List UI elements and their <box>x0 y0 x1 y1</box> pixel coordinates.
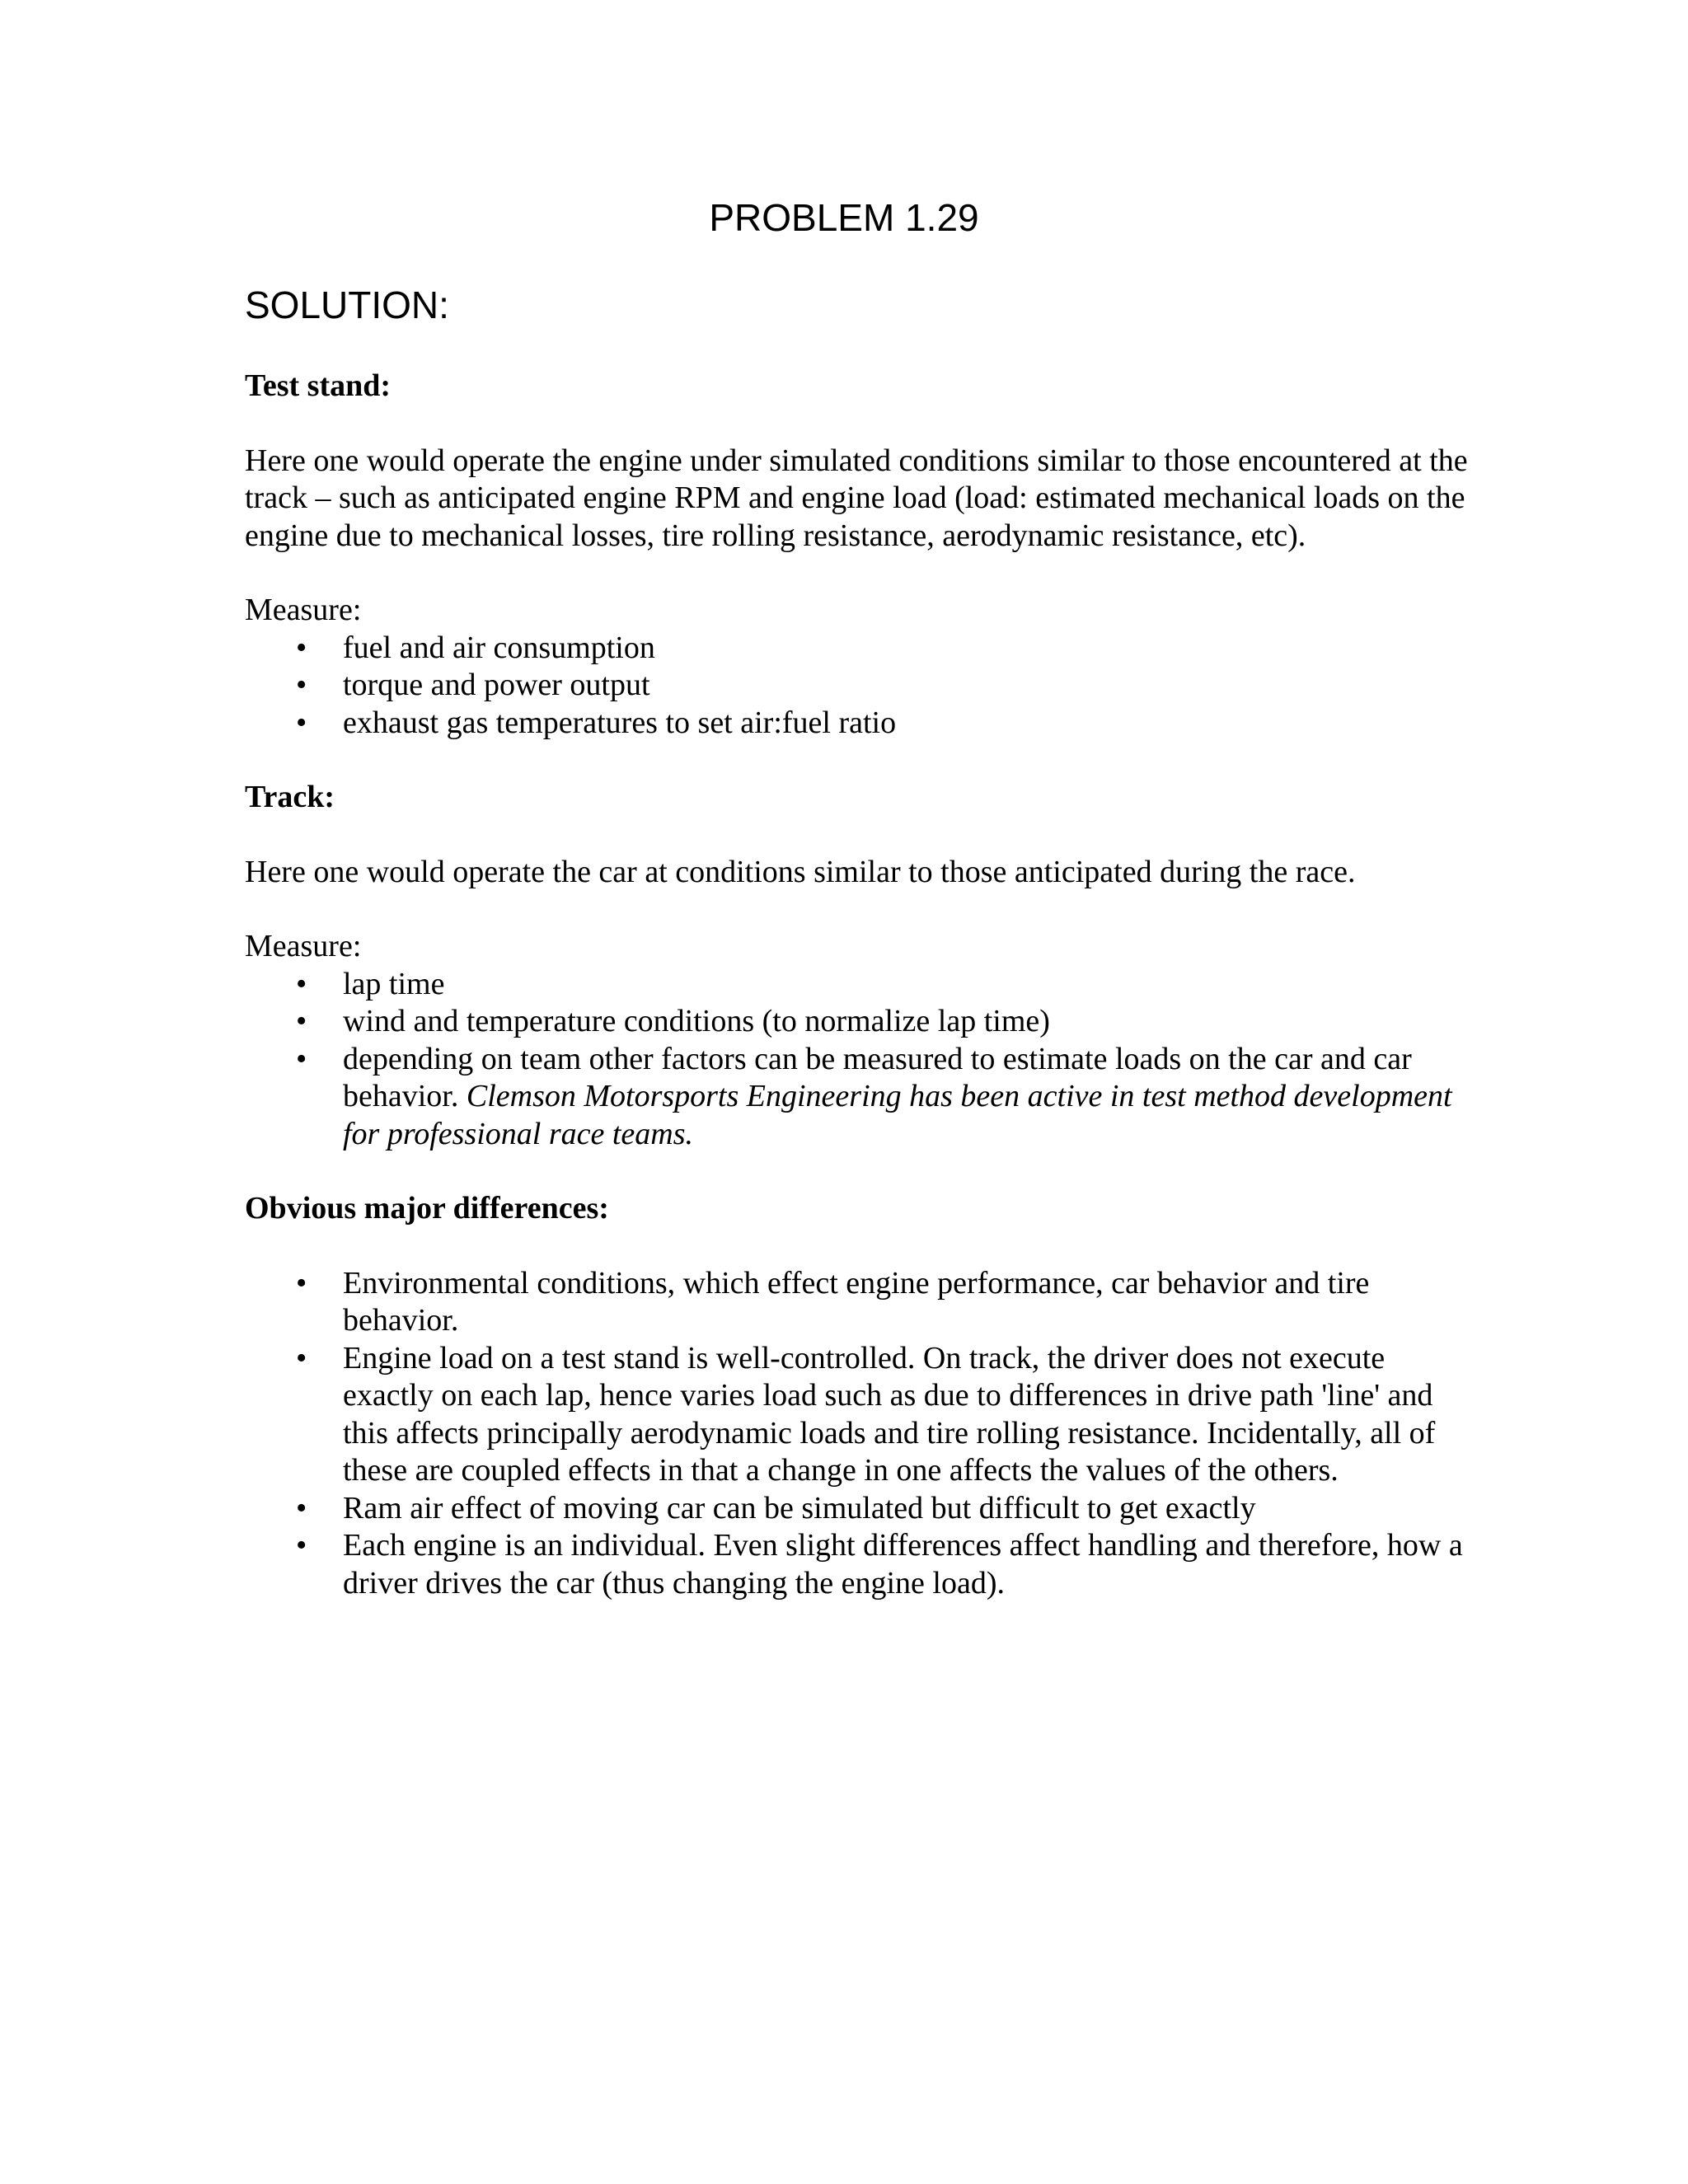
list-item-text: depending on team other factors can be measured to estimate loads on the car and car behavior. <box>343 1041 1412 1113</box>
list-item-text: Engine load on a test stand is well-controlled. On track, the driver does not execute exactly on each lap, hence varies load such as due to differences in drive path 'line' and this affects principally aerodynamic loads and tire rolling resistance. Incidentally, all of these are coupled effects in that a change in one affects the values of the others. <box>343 1340 1436 1488</box>
list-item <box>245 705 1473 743</box>
bullet-icon: • <box>296 630 307 665</box>
list-item-text: wind and temperature conditions (to normalize lap time) <box>343 1004 1050 1038</box>
solution-body <box>245 368 1473 1639</box>
list-item <box>245 1340 1473 1490</box>
list-item-text: exhaust gas temperatures to set air:fuel ratio <box>343 705 897 740</box>
list-item-text: Environmental conditions, which effect engine performance, car behavior and tire behavior. <box>343 1265 1370 1338</box>
list-item-text: lap time <box>343 966 445 1001</box>
list-item-text: Each engine is an individual. Even slight differences affect handling and therefore, how a driver drives the car (thus changing the engine load). <box>343 1528 1463 1601</box>
track-heading: Track: <box>245 780 335 814</box>
list-item-text: torque and power output <box>343 668 650 702</box>
test-stand-measure-label: Measure: <box>245 593 362 627</box>
track-measure-list <box>245 966 1473 1154</box>
list-item <box>245 1041 1473 1154</box>
list-item <box>245 667 1473 705</box>
list-item <box>245 630 1473 668</box>
bullet-icon: • <box>296 1041 307 1076</box>
list-item-text: fuel and air consumption <box>343 630 655 665</box>
bullet-icon: • <box>296 1004 307 1038</box>
test-stand-paragraph: Here one would operate the engine under simulated conditions similar to those encountered at the track – such as anticipated engine RPM and engine load (load: estimated mechanical loads on the engine due to mechanical losses, tire rolling resistance, aerodynamic resistance, etc). <box>245 443 1468 553</box>
bullet-icon: • <box>296 705 307 740</box>
solution-label: SOLUTION: <box>245 284 449 326</box>
list-item <box>245 1265 1473 1340</box>
track-measure-label: Measure: <box>245 929 362 963</box>
list-item-text: Ram air effect of moving car can be simulated but difficult to get exactly <box>343 1490 1256 1526</box>
list-item <box>245 1003 1473 1041</box>
bullet-icon: • <box>296 668 307 702</box>
track-paragraph: Here one would operate the car at conditions similar to those anticipated during the race. <box>245 854 1356 889</box>
differences-list <box>245 1265 1473 1603</box>
problem-title: PROBLEM 1.29 <box>709 196 979 239</box>
test-stand-heading: Test stand: <box>245 368 392 403</box>
list-item <box>245 1527 1473 1602</box>
differences-heading: Obvious major differences: <box>245 1191 609 1226</box>
bullet-icon: • <box>296 1265 307 1301</box>
list-item <box>245 966 1473 1004</box>
bullet-icon: • <box>296 966 307 1001</box>
bullet-icon: • <box>296 1340 307 1376</box>
bullet-icon: • <box>296 1528 307 1563</box>
test-stand-measure-list <box>245 630 1473 743</box>
list-item-italic-note: Clemson Motorsports Engineering has been active in test method development for professional race teams. <box>343 1079 1452 1151</box>
bullet-icon: • <box>296 1490 307 1526</box>
list-item <box>245 1490 1473 1528</box>
